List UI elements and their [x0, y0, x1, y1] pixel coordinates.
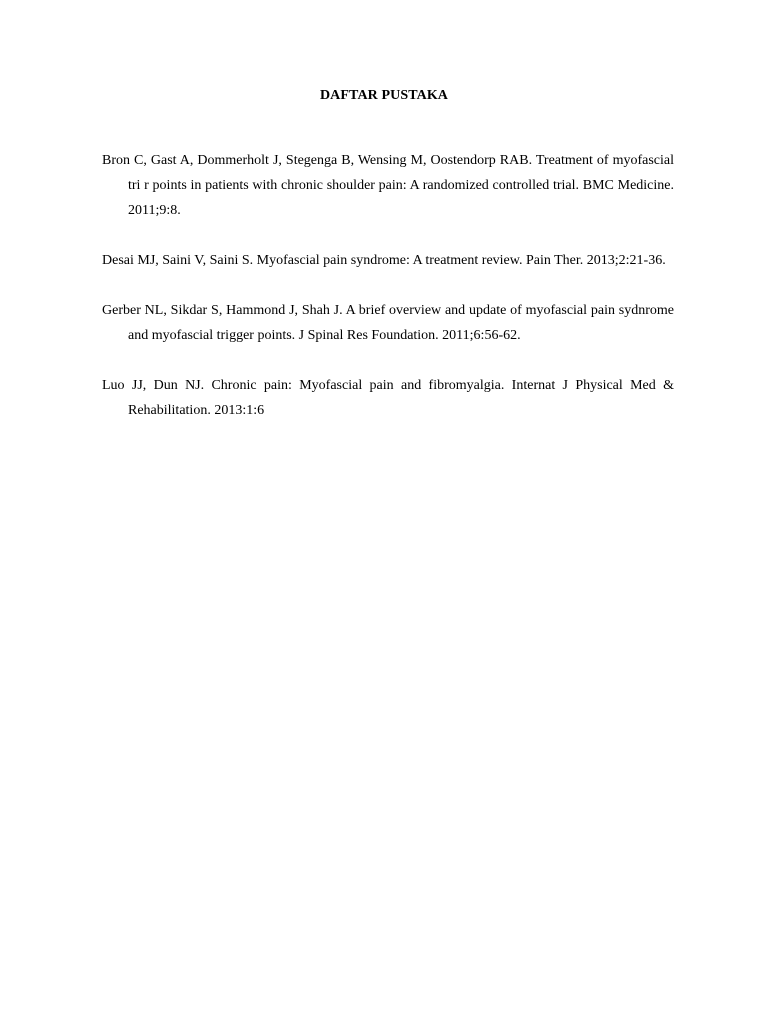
- reference-item-luo: Luo JJ, Dun NJ. Chronic pain: Myofascial pain and fibromyalgia. Internat J Physical Med & Rehabilitation. 2013:1:6: [102, 378, 674, 418]
- reference-item-gerber: Gerber NL, Sikdar S, Hammond J, Shah J. A brief overview and update of myofascial pain sydnrome and myofascial trigger points. J Spinal Res Foundation. 2011;6:56-62.: [102, 303, 674, 343]
- reference-item-desai: Desai MJ, Saini V, Saini S. Myofascial pain syndrome: A treatment review. Pain Ther. 2013;2:21-36.: [102, 253, 666, 268]
- reference-item-bron: Bron C, Gast A, Dommerholt J, Stegenga B, Wensing M, Oostendorp RAB. Treatment of myofascial tri r points in patients with chronic shoulder pain: A randomized controlled trial. BMC Medicine. 2011;9:8.: [102, 153, 674, 218]
- page-title: DAFTAR PUSTAKA: [319, 88, 449, 103]
- reference-list: [102, 148, 674, 448]
